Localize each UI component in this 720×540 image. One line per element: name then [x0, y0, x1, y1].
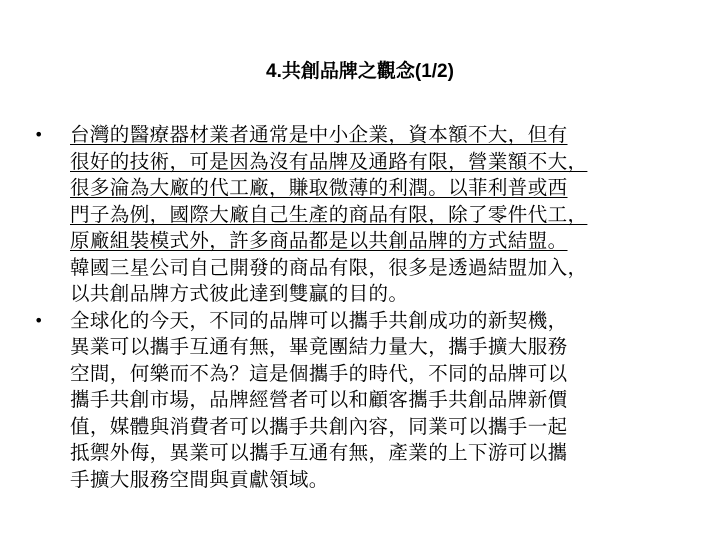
bullet-marker: •: [34, 125, 44, 144]
text-line: 韓國三星公司自己開發的商品有限，很多是透過結盟加入，: [70, 255, 588, 279]
bullet-list: [32, 122, 702, 493]
text-line: 異業可以攜手互通有無，畢竟團結力量大，攜手擴大服務: [70, 335, 568, 358]
text-line: 很多淪為大廠的代工廠，賺取微薄的利潤。以菲利普或西: [70, 176, 568, 199]
text-line: 門子為例，國際大廠自己生產的商品有限，除了零件代工，: [70, 202, 588, 226]
text-line: 全球化的今天，不同的品牌可以攜手共創成功的新契機，: [70, 308, 568, 332]
bullet-item: [32, 308, 702, 494]
text-line: 攜手共創市場，品牌經營者可以和顧客攜手共創品牌新價: [70, 388, 568, 411]
bullet-marker: •: [34, 310, 44, 330]
bullet-item: [32, 122, 702, 308]
bullet-text: [70, 308, 702, 494]
text-line: 以共創品牌方式彼此達到雙贏的目的。: [70, 282, 409, 305]
text-line: 手擴大服務空間與貢獻領域。: [70, 467, 329, 491]
text-line: 原廠組裝模式外，許多商品都是以共創品牌的方式結盟。: [70, 229, 568, 252]
text-line: 抵禦外侮，異業可以攜手互通有無，產業的上下游可以攜: [70, 441, 568, 464]
slide-title: 4.共創品牌之觀念(1/2): [266, 61, 454, 82]
bullet-text: [70, 122, 702, 308]
text-line: 空間，何樂而不為？這是個攜手的時代，不同的品牌可以: [70, 361, 568, 385]
text-line: 很好的技術，可是因為沒有品牌及通路有限，營業額不大，: [70, 149, 588, 173]
text-line: 值，媒體與消費者可以攜手共創內容，同業可以攜手一起: [70, 414, 568, 438]
text-line: 台灣的醫療器材業者通常是中小企業，資本額不大，但有: [70, 123, 568, 146]
